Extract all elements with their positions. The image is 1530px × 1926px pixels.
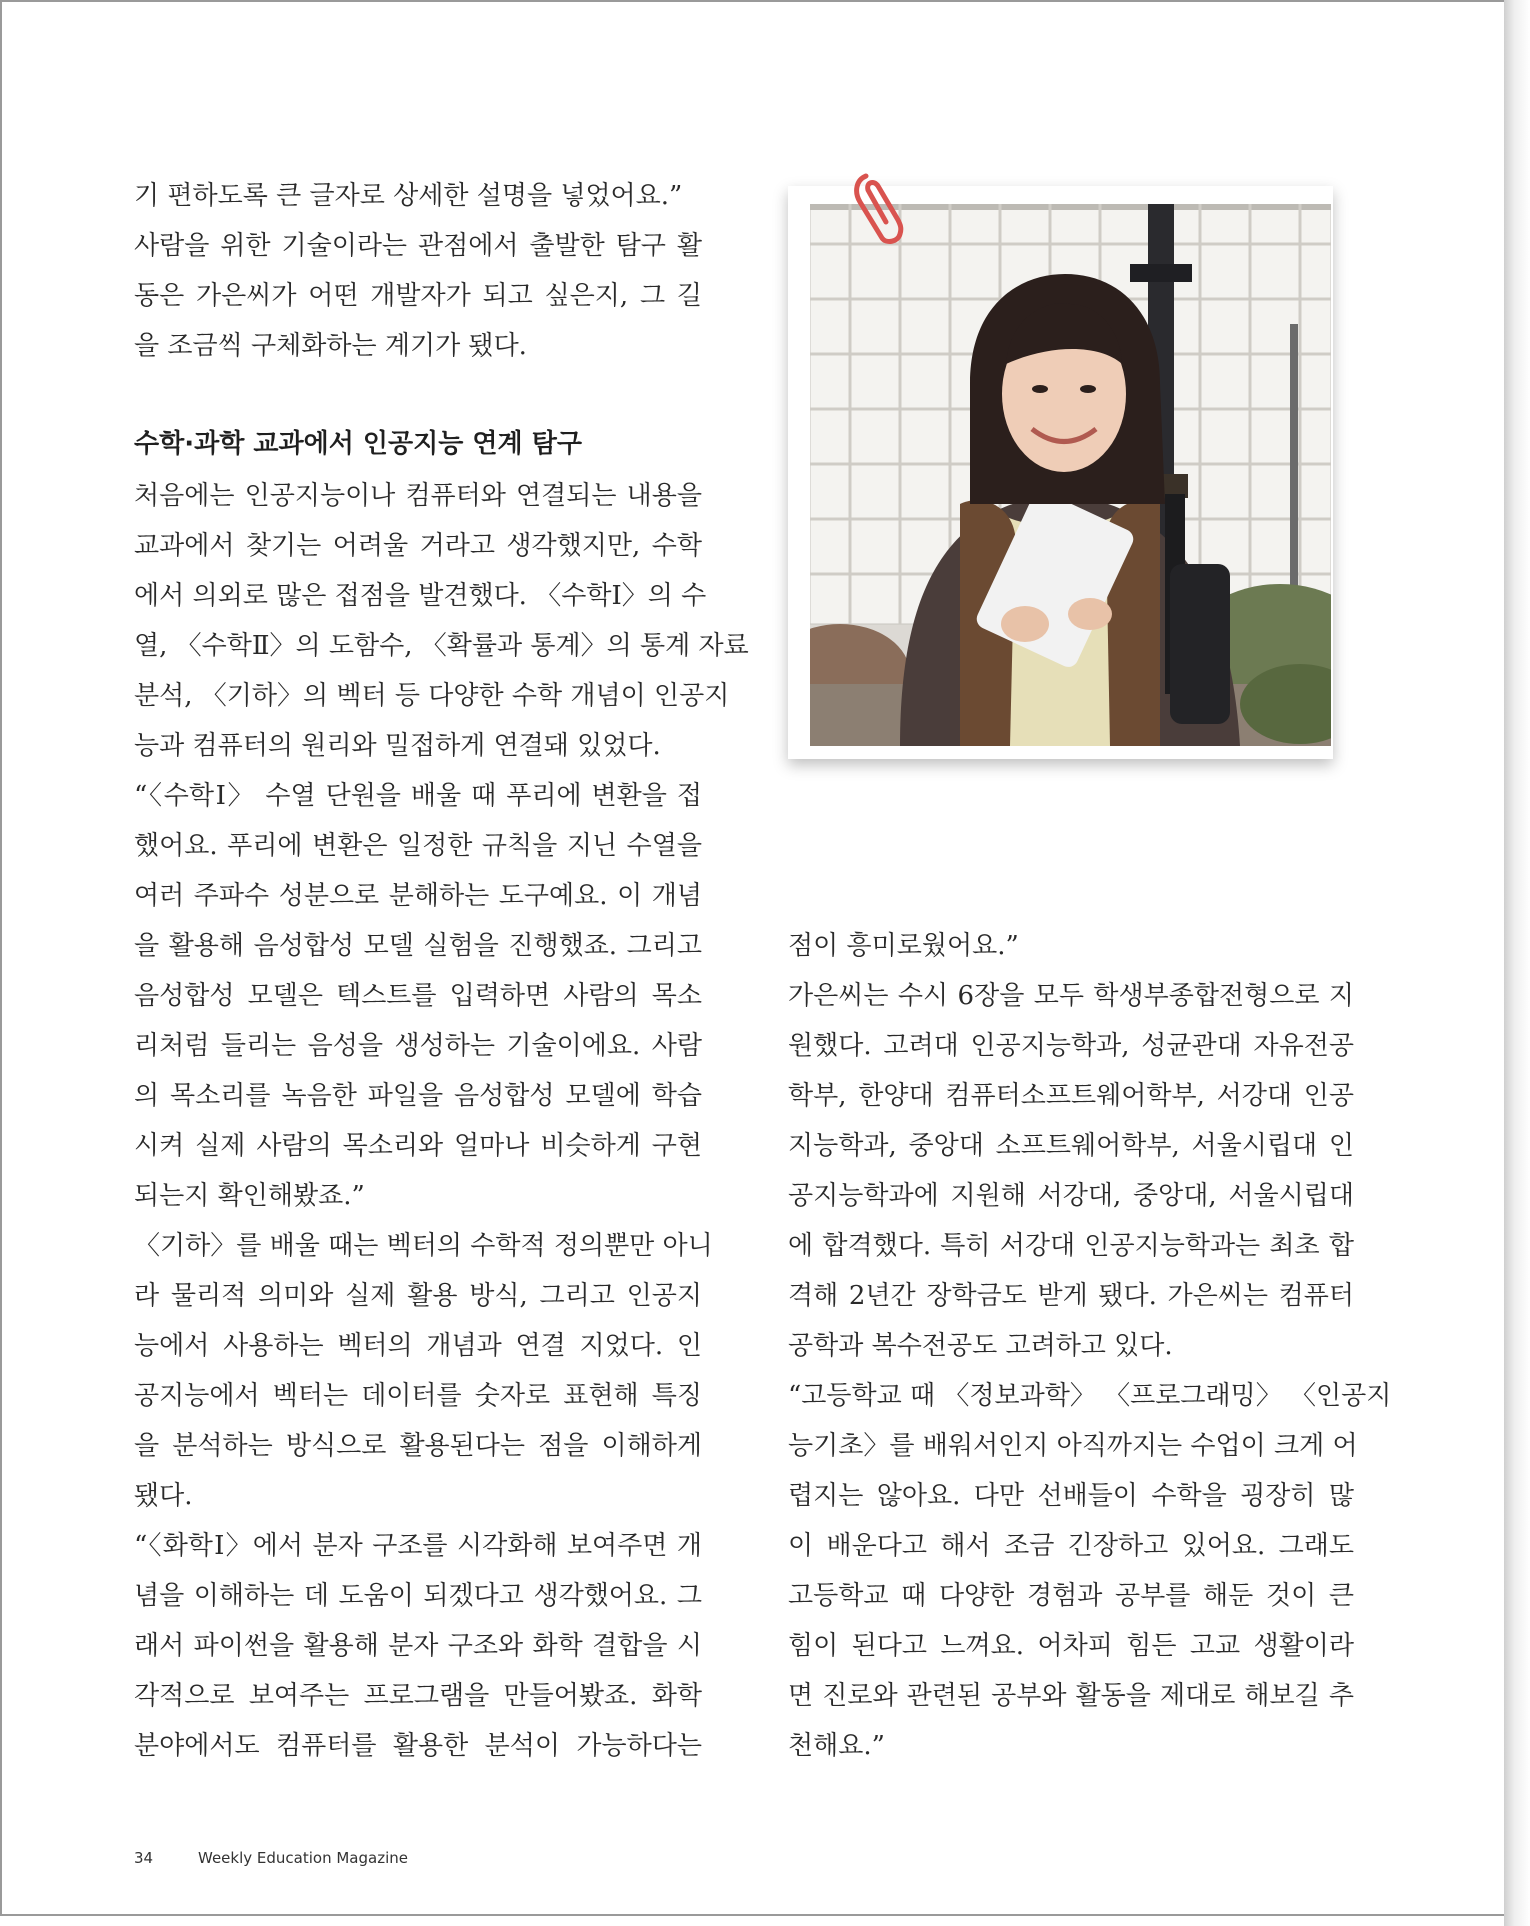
body-line: 분석, 〈기하〉의 벡터 등 다양한 수학 개념이 인공지 [134, 681, 730, 711]
body-line: 교과에서 찾기는 어려울 거라고 생각했지만, 수학 [134, 531, 702, 561]
body-line: 했어요. 푸리에 변환은 일정한 규칙을 지닌 수열을 [134, 831, 702, 861]
body-line: 〈기하〉를 배울 때는 벡터의 수학적 정의뿐만 아니 [134, 1231, 713, 1261]
body-line: “고등학교 때 〈정보과학〉 〈프로그래밍〉 〈인공지 [788, 1381, 1392, 1411]
body-line: 지능학과, 중앙대 소프트웨어학부, 서울시립대 인 [788, 1131, 1354, 1161]
body-line: 공학과 복수전공도 고려하고 있다. [788, 1331, 1173, 1361]
body-line: 격해 2년간 장학금도 받게 됐다. 가은씨는 컴퓨터 [788, 1281, 1354, 1311]
body-line: 리처럼 들리는 음성을 생성하는 기술이에요. 사람 [134, 1031, 702, 1061]
body-line: 천해요.” [788, 1731, 885, 1761]
paperclip-icon [848, 168, 908, 244]
body-line: 을 분석하는 방식으로 활용된다는 점을 이해하게 [134, 1431, 702, 1461]
body-line: 공지능학과에 지원해 서강대, 중앙대, 서울시립대 [788, 1181, 1354, 1211]
body-line: 념을 이해하는 데 도움이 되겠다고 생각했어요. 그 [134, 1581, 702, 1611]
body-line: 이 배운다고 해서 조금 긴장하고 있어요. 그래도 [788, 1531, 1354, 1561]
body-line: 에 합격했다. 특히 서강대 인공지능학과는 최초 합 [788, 1231, 1354, 1261]
body-line: 여러 주파수 성분으로 분해하는 도구예요. 이 개념 [134, 881, 702, 911]
student-photo [810, 204, 1331, 746]
body-line: 에서 의외로 많은 접점을 발견했다. 〈수학Ⅰ〉의 수 [134, 581, 707, 611]
body-line: 가은씨는 수시 6장을 모두 학생부종합전형으로 지 [788, 981, 1354, 1011]
body-line: 렵지는 않아요. 다만 선배들이 수학을 굉장히 많 [788, 1481, 1354, 1511]
body-line: 힘이 된다고 느껴요. 어차피 힘든 고교 생활이라 [788, 1631, 1354, 1661]
body-line: 시켜 실제 사람의 목소리와 얼마나 비슷하게 구현 [134, 1131, 702, 1161]
body-line: 을 조금씩 구체화하는 계기가 됐다. [134, 331, 527, 361]
body-line: 고등학교 때 다양한 경험과 공부를 해둔 것이 큰 [788, 1581, 1354, 1611]
body-line: 처음에는 인공지능이나 컴퓨터와 연결되는 내용을 [134, 481, 702, 511]
body-line: 능기초〉를 배워서인지 아직까지는 수업이 크게 어 [788, 1431, 1358, 1461]
page-footer [134, 1849, 408, 1867]
body-line: 기 편하도록 큰 글자로 상세한 설명을 넣었어요.” [134, 181, 683, 211]
body-line: 의 목소리를 녹음한 파일을 음성합성 모델에 학습 [134, 1081, 702, 1111]
body-line: 능에서 사용하는 벡터의 개념과 연결 지었다. 인 [134, 1331, 702, 1361]
magazine-name: Weekly Education Magazine [198, 1849, 408, 1867]
body-line: 되는지 확인해봤죠.” [134, 1181, 365, 1211]
body-line: 을 활용해 음성합성 모델 실험을 진행했죠. 그리고 [134, 931, 702, 961]
body-line: 점이 흥미로웠어요.” [788, 931, 1019, 961]
body-line: 열, 〈수학Ⅱ〉의 도함수, 〈확률과 통계〉의 통계 자료 [134, 631, 749, 661]
body-line: 능과 컴퓨터의 원리와 밀접하게 연결돼 있었다. [134, 731, 661, 761]
photo-frame [788, 186, 1333, 759]
body-line: “〈수학Ⅰ〉 수열 단원을 배울 때 푸리에 변환을 접 [134, 781, 702, 811]
body-line: 됐다. [134, 1481, 193, 1511]
page-edge [1504, 0, 1530, 1926]
body-line: 음성합성 모델은 텍스트를 입력하면 사람의 목소 [134, 981, 702, 1011]
body-line: 원했다. 고려대 인공지능학과, 성균관대 자유전공 [788, 1031, 1354, 1061]
body-line: 각적으로 보여주는 프로그램을 만들어봤죠. 화학 [134, 1681, 702, 1711]
page-number: 34 [134, 1849, 154, 1867]
body-line: 래서 파이썬을 활용해 분자 구조와 화학 결합을 시 [134, 1631, 702, 1661]
body-line: 공지능에서 벡터는 데이터를 숫자로 표현해 특징 [134, 1381, 702, 1411]
body-line: “〈화학Ⅰ〉에서 분자 구조를 시각화해 보여주면 개 [134, 1531, 702, 1561]
section-heading: 수학·과학 교과에서 인공지능 연계 탐구 [134, 429, 582, 459]
body-line: 분야에서도 컴퓨터를 활용한 분석이 가능하다는 [134, 1731, 702, 1761]
body-line: 면 진로와 관련된 공부와 활동을 제대로 해보길 추 [788, 1681, 1354, 1711]
body-line: 동은 가은씨가 어떤 개발자가 되고 싶은지, 그 길 [134, 281, 702, 311]
body-line: 라 물리적 의미와 실제 활용 방식, 그리고 인공지 [134, 1281, 702, 1311]
body-line: 학부, 한양대 컴퓨터소프트웨어학부, 서강대 인공 [788, 1081, 1354, 1111]
body-line: 사람을 위한 기술이라는 관점에서 출발한 탐구 활 [134, 231, 702, 261]
